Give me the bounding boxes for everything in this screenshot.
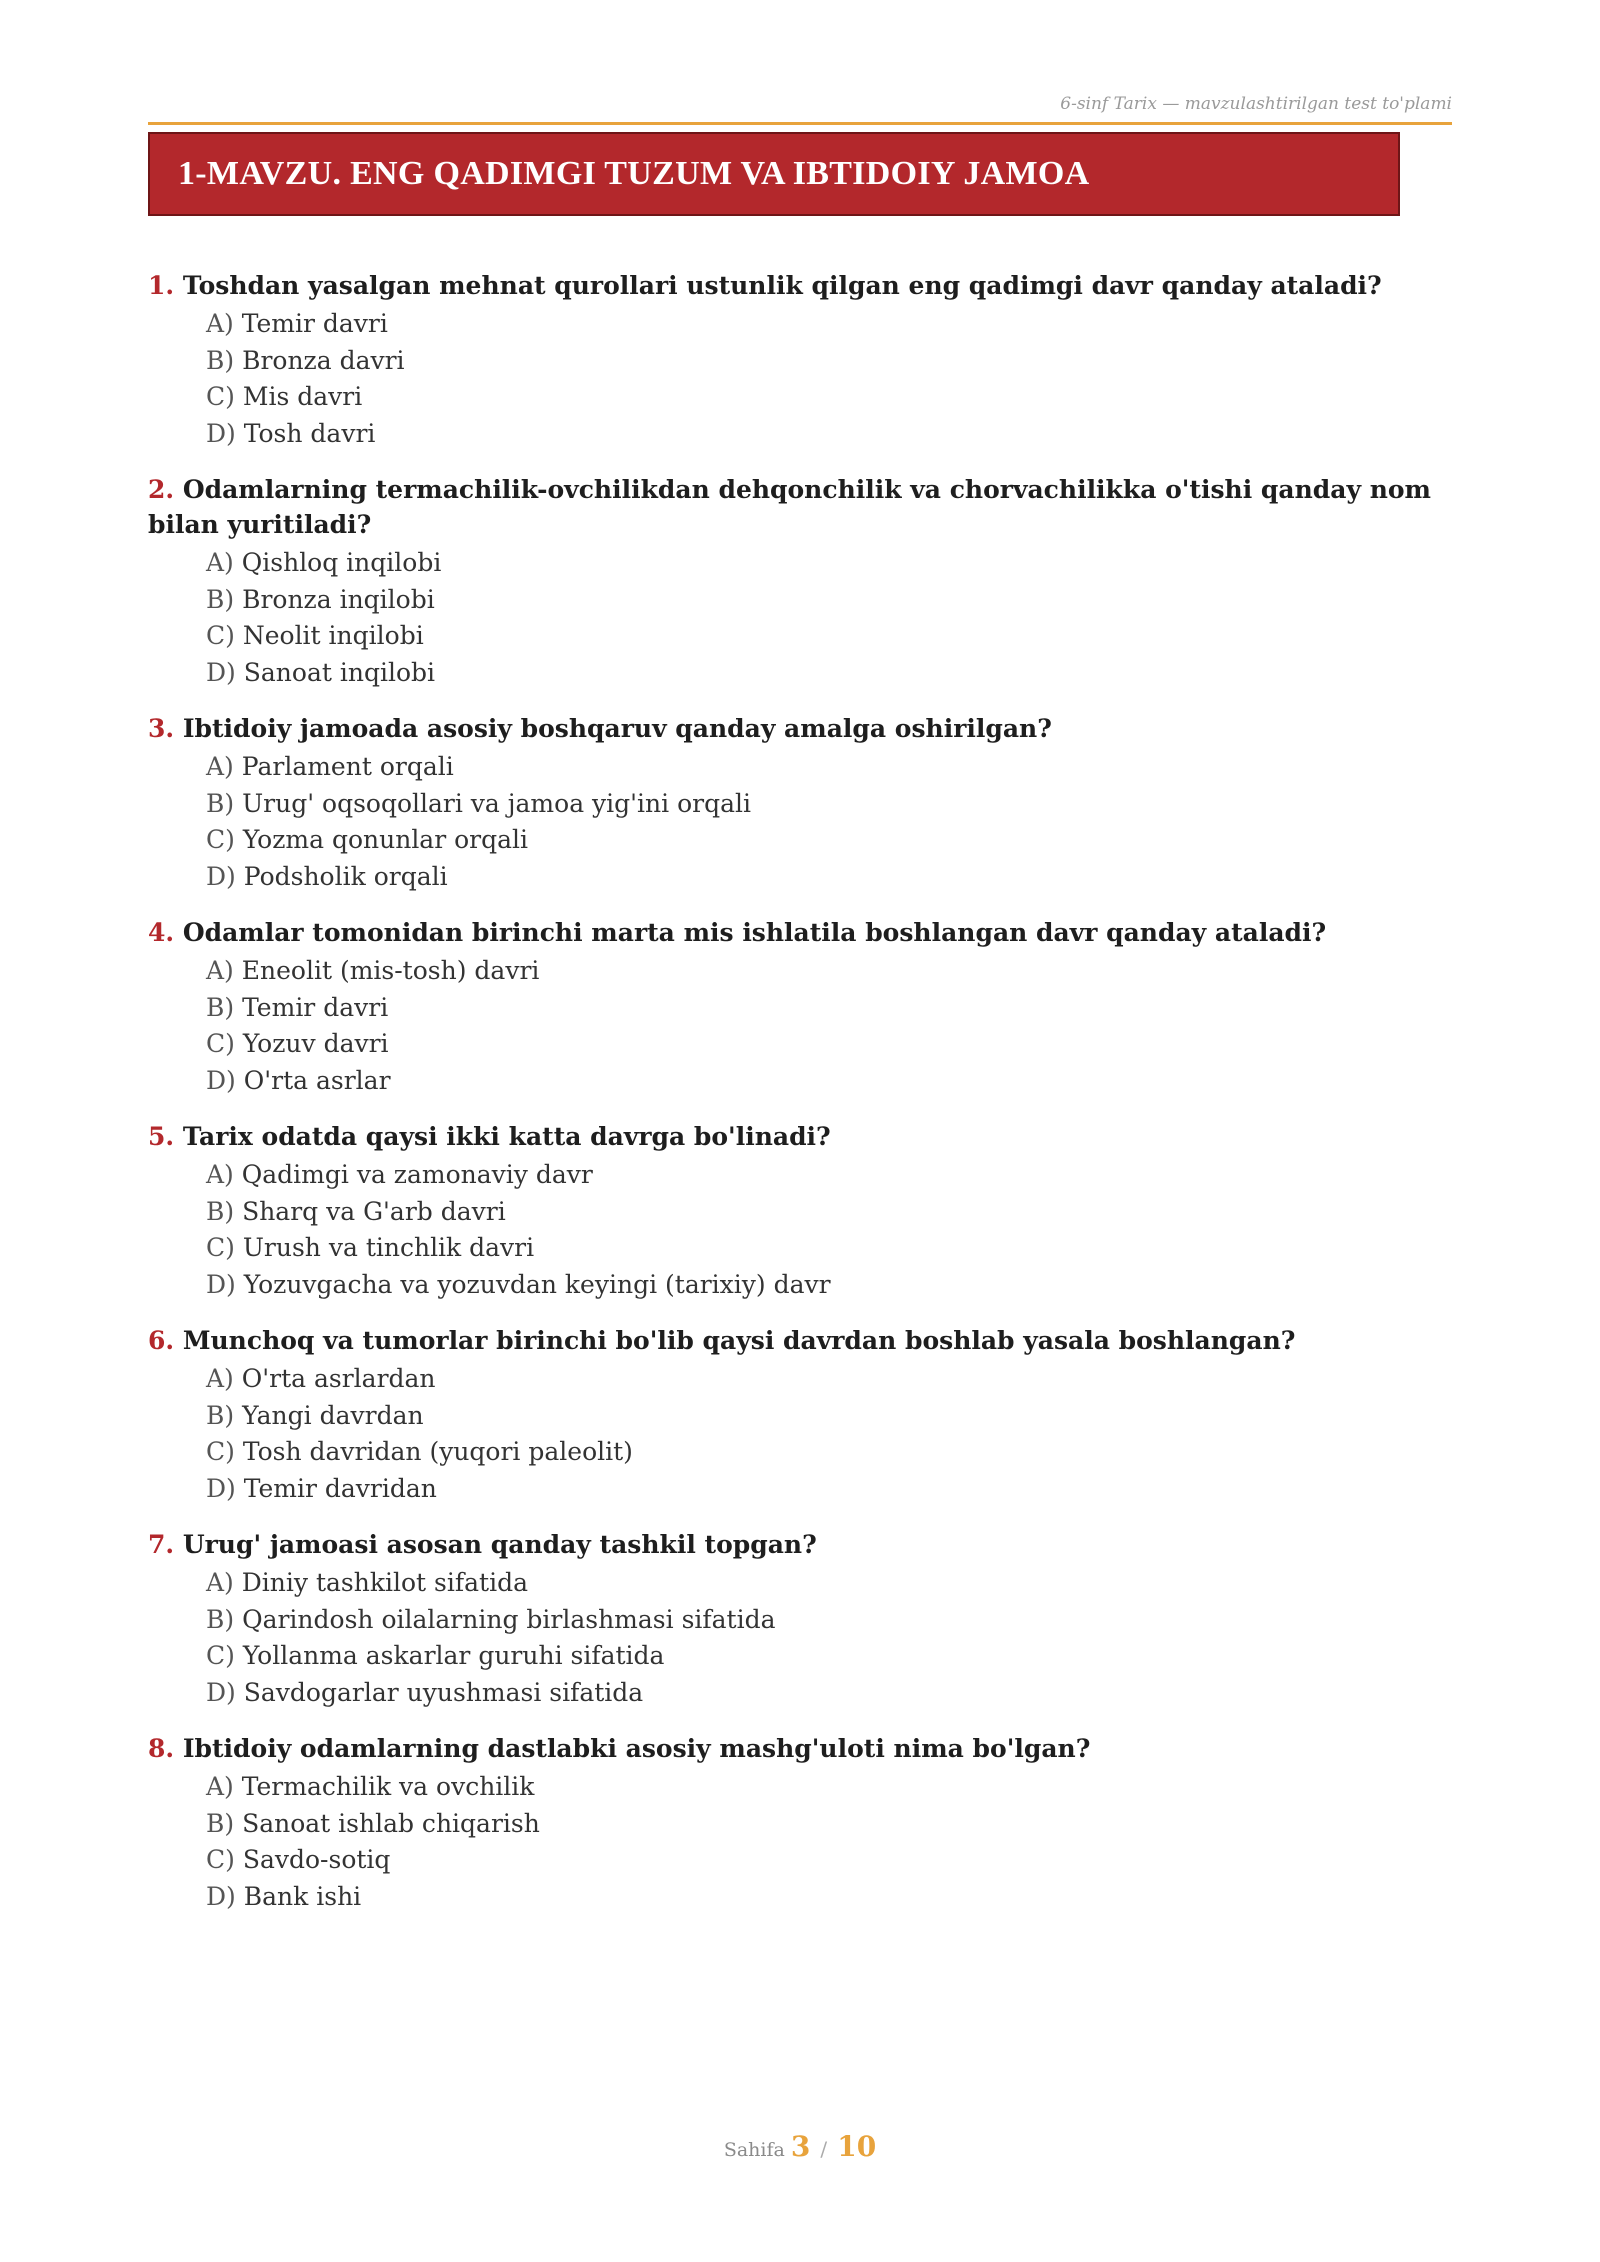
option-letter: C) <box>206 1233 235 1262</box>
option-text: Bank ishi <box>243 1881 362 1911</box>
question-item <box>148 1119 1458 1303</box>
answer-option <box>206 1879 1458 1916</box>
option-text: Tosh davridan (yuqori paleolit) <box>242 1437 633 1466</box>
answer-option <box>206 416 1458 453</box>
answer-option <box>206 1638 1458 1675</box>
answer-option <box>206 1361 1458 1398</box>
option-text: Termachilik va ovchilik <box>241 1772 535 1801</box>
option-text: Yollanma askarlar guruhi sifatida <box>242 1641 665 1670</box>
answer-option <box>206 1471 1458 1508</box>
option-letter: D) <box>206 418 236 448</box>
option-letter: C) <box>206 1845 235 1874</box>
question-text <box>148 1527 1458 1562</box>
answer-option <box>206 1157 1458 1194</box>
question-prompt: Munchoq va tumorlar birinchi bo'lib qaysi davrdan boshlab yasala boshlangan? <box>182 1326 1296 1355</box>
option-text: Neolit inqilobi <box>242 621 424 650</box>
option-text: Qarindosh oilalarning birlashmasi sifatida <box>242 1604 776 1634</box>
question-item <box>148 1731 1458 1915</box>
option-letter: B) <box>206 1400 235 1430</box>
answer-option <box>206 1026 1458 1063</box>
answer-option <box>206 786 1458 823</box>
answer-option <box>206 1842 1458 1879</box>
option-text: Yangi davrdan <box>242 1400 424 1430</box>
topic-banner <box>148 132 1400 216</box>
option-letter: C) <box>206 825 235 854</box>
question-prompt: Tarix odatda qaysi ikki katta davrga bo'linadi? <box>182 1122 831 1151</box>
page-separator: / <box>820 2137 828 2161</box>
option-letter: A) <box>206 309 234 338</box>
answer-option <box>206 1675 1458 1712</box>
question-item <box>148 1323 1458 1507</box>
option-text: Yozma qonunlar orqali <box>242 825 529 854</box>
question-item <box>148 268 1458 452</box>
topic-title: 1-MAVZU. ENG QADIMGI TUZUM VA IBTIDOIY JAMOA <box>178 155 1090 192</box>
answer-options <box>148 953 1458 1099</box>
answer-option <box>206 1398 1458 1435</box>
question-number: 1. <box>148 271 175 300</box>
answer-options <box>148 1361 1458 1507</box>
option-letter: C) <box>206 1437 235 1466</box>
answer-option <box>206 1806 1458 1843</box>
option-text: Eneolit (mis-tosh) davri <box>241 956 540 985</box>
answer-option <box>206 1434 1458 1471</box>
question-text <box>148 1731 1458 1766</box>
answer-option <box>206 582 1458 619</box>
option-text: Qadimgi va zamonaviy davr <box>241 1160 593 1189</box>
running-title: 6-sinf Tarix — mavzulashtirilgan test to'plami <box>1060 94 1452 114</box>
question-text <box>148 1323 1458 1358</box>
option-letter: B) <box>206 1808 235 1838</box>
option-letter: C) <box>206 1641 235 1670</box>
option-text: Bronza inqilobi <box>242 584 435 614</box>
option-letter: C) <box>206 1029 235 1058</box>
option-text: Qishloq inqilobi <box>241 548 442 577</box>
option-letter: A) <box>206 1160 234 1189</box>
question-item <box>148 915 1458 1099</box>
option-text: Temir davri <box>242 992 389 1022</box>
option-letter: A) <box>206 956 234 985</box>
question-number: 2. <box>148 475 175 504</box>
option-letter: B) <box>206 1604 235 1634</box>
answer-option <box>206 1769 1458 1806</box>
question-number: 3. <box>148 714 175 743</box>
answer-option <box>206 1230 1458 1267</box>
question-number: 4. <box>148 918 175 947</box>
option-letter: D) <box>206 657 236 687</box>
question-number: 8. <box>148 1734 175 1763</box>
option-text: Parlament orqali <box>241 752 454 781</box>
question-text <box>148 472 1458 542</box>
running-header <box>148 94 1452 125</box>
option-text: Temir davridan <box>243 1473 437 1503</box>
question-prompt: Ibtidoiy jamoada asosiy boshqaruv qanday amalga oshirilgan? <box>182 714 1052 743</box>
answer-option <box>206 306 1458 343</box>
answer-option <box>206 953 1458 990</box>
question-list <box>148 268 1458 1935</box>
answer-option <box>206 1602 1458 1639</box>
question-item <box>148 1527 1458 1711</box>
option-letter: A) <box>206 548 234 577</box>
option-letter: D) <box>206 1065 236 1095</box>
option-text: Diniy tashkilot sifatida <box>241 1568 528 1597</box>
option-letter: C) <box>206 382 235 411</box>
answer-option <box>206 822 1458 859</box>
option-text: Mis davri <box>242 382 363 411</box>
option-letter: D) <box>206 1881 236 1911</box>
option-letter: A) <box>206 1568 234 1597</box>
option-text: O'rta asrlar <box>243 1065 391 1095</box>
question-prompt: Ibtidoiy odamlarning dastlabki asosiy mashg'uloti nima bo'lgan? <box>182 1734 1091 1763</box>
answer-option <box>206 655 1458 692</box>
option-text: Sharq va G'arb davri <box>242 1196 506 1226</box>
answer-options <box>148 545 1458 691</box>
option-letter: D) <box>206 1473 236 1503</box>
answer-option <box>206 545 1458 582</box>
question-number: 6. <box>148 1326 175 1355</box>
option-letter: B) <box>206 1196 235 1226</box>
option-text: Tosh davri <box>243 418 376 448</box>
answer-option <box>206 749 1458 786</box>
option-letter: A) <box>206 1364 234 1393</box>
question-prompt: Urug' jamoasi asosan qanday tashkil topgan? <box>182 1530 817 1559</box>
question-prompt: Odamlarning termachilik-ovchilikdan dehqonchilik va chorvachilikka o'tishi qanday nom bilan yuritiladi? <box>148 475 1431 539</box>
option-letter: D) <box>206 1269 236 1299</box>
question-item <box>148 472 1458 691</box>
question-text <box>148 915 1458 950</box>
total-pages-number: 10 <box>837 2130 877 2163</box>
option-text: O'rta asrlardan <box>241 1364 436 1393</box>
answer-option <box>206 379 1458 416</box>
option-letter: A) <box>206 752 234 781</box>
option-text: Urush va tinchlik davri <box>242 1233 535 1262</box>
option-text: Sanoat inqilobi <box>243 657 435 687</box>
question-text <box>148 268 1458 303</box>
option-text: Urug' oqsoqollari va jamoa yig'ini orqali <box>242 788 751 818</box>
option-letter: B) <box>206 584 235 614</box>
option-letter: B) <box>206 992 235 1022</box>
option-letter: B) <box>206 788 235 818</box>
question-number: 7. <box>148 1530 175 1559</box>
answer-options <box>148 306 1458 452</box>
option-letter: B) <box>206 345 235 375</box>
option-text: Temir davri <box>241 309 388 338</box>
answer-options <box>148 1769 1458 1915</box>
option-letter: C) <box>206 621 235 650</box>
question-prompt: Odamlar tomonidan birinchi marta mis ishlatila boshlangan davr qanday ataladi? <box>182 918 1327 947</box>
option-text: Yozuvgacha va yozuvdan keyingi (tarixiy) davr <box>243 1269 831 1299</box>
option-letter: D) <box>206 1677 236 1707</box>
option-letter: A) <box>206 1772 234 1801</box>
answer-option <box>206 1565 1458 1602</box>
answer-options <box>148 749 1458 895</box>
option-text: Yozuv davri <box>242 1029 389 1058</box>
answer-option <box>206 343 1458 380</box>
answer-option <box>206 1063 1458 1100</box>
option-text: Bronza davri <box>242 345 405 375</box>
question-text <box>148 1119 1458 1154</box>
question-text <box>148 711 1458 746</box>
answer-option <box>206 859 1458 896</box>
page-label: Sahifa <box>723 2139 785 2161</box>
question-item <box>148 711 1458 895</box>
answer-option <box>206 1267 1458 1304</box>
option-text: Savdo-sotiq <box>242 1845 391 1874</box>
answer-options <box>148 1565 1458 1711</box>
answer-option <box>206 618 1458 655</box>
option-text: Savdogarlar uyushmasi sifatida <box>243 1677 644 1707</box>
question-prompt: Toshdan yasalgan mehnat qurollari ustunlik qilgan eng qadimgi davr qanday ataladi? <box>182 271 1382 300</box>
option-letter: D) <box>206 861 236 891</box>
answer-options <box>148 1157 1458 1303</box>
question-number: 5. <box>148 1122 175 1151</box>
answer-option <box>206 1194 1458 1231</box>
option-text: Podsholik orqali <box>243 861 448 891</box>
option-text: Sanoat ishlab chiqarish <box>242 1808 540 1838</box>
page-footer <box>0 2130 1600 2163</box>
answer-option <box>206 990 1458 1027</box>
current-page-number: 3 <box>790 2130 811 2163</box>
